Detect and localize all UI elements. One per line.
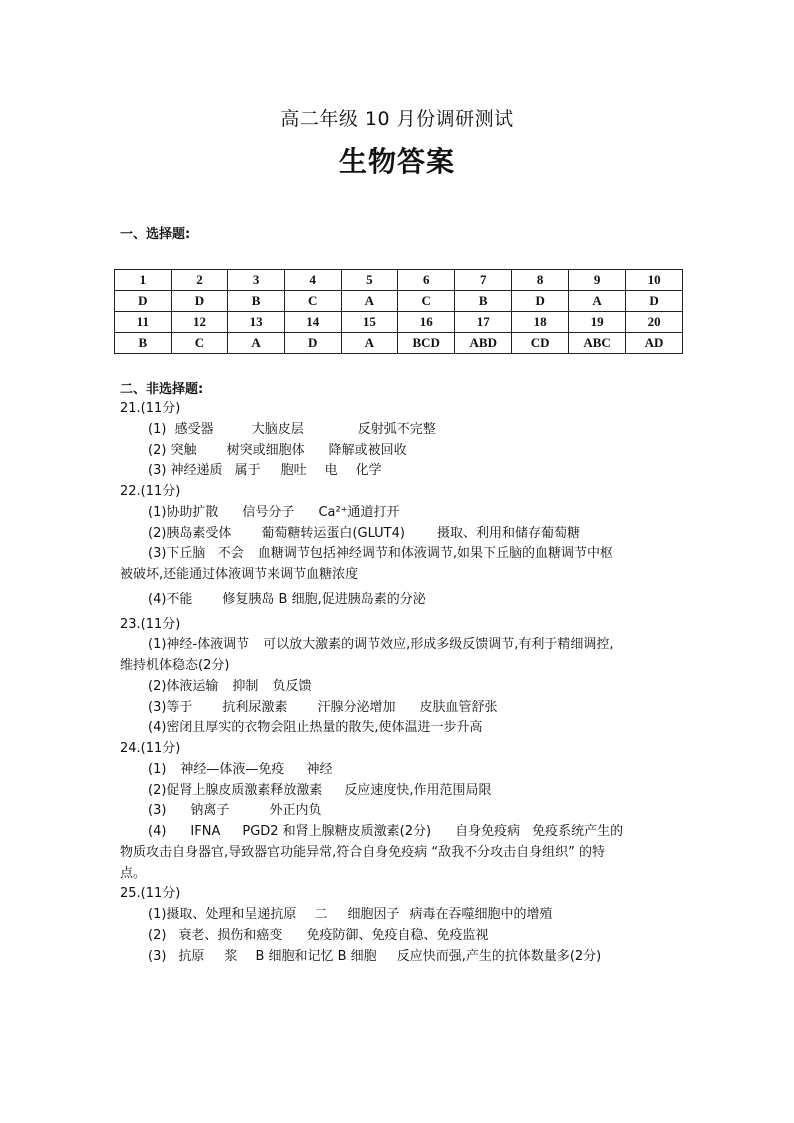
table-cell: 6: [398, 270, 455, 291]
answer-line: [120, 801, 680, 822]
answer-text: 大脑皮层: [251, 421, 304, 437]
question-label: 23.(11分): [120, 616, 181, 632]
answer-text: (2): [148, 927, 167, 943]
answer-text: (1)摄取、处理和呈递抗原: [148, 907, 297, 922]
table-cell: 20: [626, 312, 683, 333]
answers-body: [120, 399, 680, 967]
table-cell: D: [171, 291, 228, 312]
table-cell: D: [284, 333, 341, 354]
answer-text: 自身免疫病: [455, 824, 521, 839]
table-cell: A: [228, 333, 285, 354]
answer-text: 抗利尿激素: [222, 699, 288, 715]
table-cell: 5: [341, 270, 398, 291]
answer-text: 浆: [224, 948, 238, 964]
answer-text: 修复胰岛 B 细胞,促进胰岛素的分泌: [222, 591, 426, 607]
question-label: 25.(11分): [120, 886, 181, 902]
table-cell: ABC: [569, 333, 626, 354]
answer-text: (3): [148, 803, 167, 819]
table-cell: 9: [569, 270, 626, 291]
answer-text: (3)下丘脑 不会: [148, 546, 244, 562]
answer-text: (1): [148, 761, 167, 777]
answer-text: (2)促肾上腺皮质激素释放激素: [148, 782, 323, 798]
answer-text: Ca²⁺通道打开: [318, 504, 400, 520]
table-cell: 19: [569, 312, 626, 333]
answer-line: [120, 461, 680, 482]
table-cell: C: [398, 291, 455, 312]
question-label: 24.(11分): [120, 741, 181, 756]
answer-table: [114, 269, 683, 354]
part2-heading: 二、非选择题:: [120, 382, 204, 397]
answer-line: [120, 524, 680, 545]
table-cell: 18: [512, 312, 569, 333]
table-cell: A: [341, 291, 398, 312]
answer-line: [120, 926, 680, 947]
answer-line: [120, 698, 680, 719]
table-cell: C: [284, 291, 341, 312]
answer-text: 降解或被回收: [328, 442, 407, 458]
answer-text: (4)不能: [148, 591, 193, 607]
table-cell: BCD: [398, 333, 455, 354]
table-cell: 15: [341, 312, 398, 333]
answer-text: 反应快而强,产生的抗体数量多(2分): [396, 948, 602, 964]
table-cell: 13: [228, 312, 285, 333]
answer-line: [120, 420, 680, 441]
answer-text: 神经—体液—免疫: [180, 761, 285, 777]
subject-title: 生物答案: [338, 145, 455, 178]
table-cell: 14: [284, 312, 341, 333]
answer-text: (2)胰岛素受体: [148, 525, 232, 541]
answer-text: 神经: [306, 761, 333, 777]
table-cell: CD: [512, 333, 569, 354]
answer-text: 反应速度快,作用范围局限: [344, 782, 492, 798]
answer-text: 负反馈: [272, 678, 312, 694]
answer-line: [120, 441, 680, 462]
table-cell: AD: [626, 333, 683, 354]
answer-text: (3): [148, 948, 167, 964]
answer-line: [120, 590, 680, 611]
answer-line: [120, 781, 680, 802]
table-cell: 12: [171, 312, 228, 333]
answer-text: 胞吐: [280, 463, 307, 479]
answer-text: 可以放大激素的调节效应,形成多级反馈调节,有利于精细调控,: [263, 637, 614, 653]
answer-line: [120, 905, 680, 926]
question-label: 22.(11分): [120, 484, 181, 499]
table-cell: 3: [228, 270, 285, 291]
table-cell: 4: [284, 270, 341, 291]
answer-line: [120, 503, 680, 524]
table-cell: 11: [115, 312, 172, 333]
answer-text: 树突或细胞体: [226, 442, 305, 458]
answer-text: (3) 神经递质: [148, 463, 223, 479]
table-cell: D: [115, 291, 172, 312]
table-cell: D: [512, 291, 569, 312]
table-cell: C: [171, 333, 228, 354]
table-cell: D: [626, 291, 683, 312]
question-label: 21.(11分): [120, 401, 181, 416]
table-cell: B: [228, 291, 285, 312]
answer-text: (1)神经-体液调节: [148, 637, 250, 653]
answer-line: [120, 677, 680, 698]
answer-text: 外正内负: [269, 803, 322, 819]
table-row-numbers: [115, 270, 683, 291]
table-cell: A: [569, 291, 626, 312]
table-cell: 16: [398, 312, 455, 333]
answer-text: PGD2 和肾上腺糖皮质激素(2分): [242, 824, 432, 839]
answer-text: 葡萄糖转运蛋白(GLUT4): [261, 525, 405, 541]
table-cell: 1: [115, 270, 172, 291]
answer-text: 信号分子: [242, 504, 295, 520]
answer-line: 被破坏,还能通过体液调节来调节血糖浓度: [120, 567, 359, 582]
answer-text: 抑制: [232, 678, 259, 694]
answer-text: (2)体液运输: [148, 678, 219, 694]
answer-text: 衰老、损伤和癌变: [178, 927, 283, 943]
answer-line: [120, 760, 680, 781]
table-cell: ABD: [455, 333, 512, 354]
answer-text: (3)等于: [148, 699, 193, 715]
answer-text: (4): [148, 824, 167, 839]
answer-line: [120, 544, 680, 565]
table-row-numbers: [115, 312, 683, 333]
answer-text: 二: [314, 907, 328, 922]
answer-text: (1) 感受器: [148, 421, 214, 437]
answer-text: (1)协助扩散: [148, 504, 219, 520]
table-cell: A: [341, 333, 398, 354]
answer-text: 抗原: [178, 948, 205, 964]
answer-line: (4)密闭且厚实的衣物会阻止热量的散失,使体温进一步升高: [148, 720, 483, 736]
answer-line: 维持机体稳态(2分): [120, 658, 230, 673]
answer-line: [120, 947, 680, 968]
answer-line: [120, 635, 680, 656]
table-cell: B: [455, 291, 512, 312]
exam-title: 高二年级 10 月份调研测试: [280, 108, 514, 130]
table-cell: 17: [455, 312, 512, 333]
answer-text: 化学: [355, 463, 382, 479]
answer-text: 细胞因子: [347, 907, 400, 922]
answer-text: 钠离子: [190, 803, 230, 819]
answer-line: 点。: [120, 865, 147, 881]
table-row-answers: [115, 333, 683, 354]
answer-text: 免疫系统产生的: [532, 824, 624, 839]
answer-text: 皮肤血管舒张: [419, 699, 498, 715]
answer-text: B 细胞和记忆 B 细胞: [255, 948, 377, 964]
answer-text: 免疫防御、免疫自稳、免疫监视: [306, 927, 489, 943]
answer-text: (2) 突触: [148, 442, 197, 458]
answer-text: 属于: [234, 463, 261, 479]
table-cell: 2: [171, 270, 228, 291]
answer-text: 反射弧不完整: [357, 421, 436, 437]
table-cell: 10: [626, 270, 683, 291]
answer-line: 物质攻击自身器官,导致器官功能异常,符合自身免疫病 “敌我不分攻击自身组织” 的特: [120, 844, 605, 860]
table-cell: 8: [512, 270, 569, 291]
part1-heading: 一、选择题:: [120, 227, 191, 242]
table-cell: B: [115, 333, 172, 354]
answer-text: 摄取、利用和储存葡萄糖: [436, 525, 580, 541]
answer-line: [120, 822, 680, 843]
table-cell: 7: [455, 270, 512, 291]
answer-text: 血糖调节包括神经调节和体液调节,如果下丘脑的血糖调节中枢: [257, 546, 613, 562]
table-row-answers: [115, 291, 683, 312]
answer-text: 电: [324, 463, 338, 479]
answer-text: 汗腺分泌增加: [317, 699, 396, 715]
answer-text: IFNA: [190, 824, 221, 839]
answer-text: 病毒在吞噬细胞中的增殖: [409, 907, 553, 922]
